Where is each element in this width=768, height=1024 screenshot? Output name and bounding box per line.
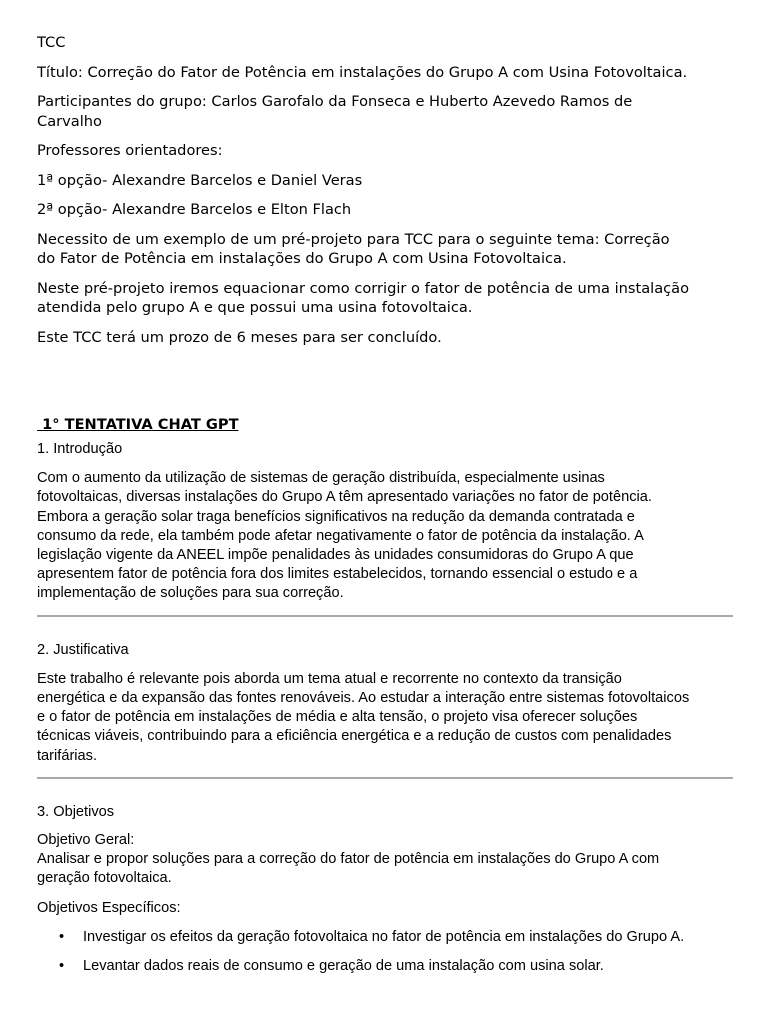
request-line: Necessito de um exemplo de um pré-projeto para TCC para o seguinte tema: Correção [37, 230, 670, 248]
general-objective [37, 831, 733, 889]
advisor-option-1: 1ª opção- Alexandre Barcelos e Daniel Veras [37, 171, 363, 189]
section-title-objectives: 3. Objetivos [37, 803, 115, 820]
text-line: tarifárias. [37, 747, 98, 764]
specific-objectives-label: Objetivos Específicos: [37, 899, 181, 916]
general-objective-label: Objetivo Geral: [37, 832, 135, 849]
text-line: apresentem fator de potência fora dos limites estabelecidos, tornando essencial o estudo e a [37, 566, 638, 583]
text-line: Este trabalho é relevante pois aborda um tema atual e recorrente no contexto da transição [37, 670, 622, 687]
request-line: do Fator de Potência em instalações do Grupo A com Usina Fotovoltaica. [37, 250, 567, 267]
text-line: energética e da expansão das fontes renováveis. Ao estudar a interação entre sistemas fotovoltaicos [37, 690, 690, 707]
pre-project-body [37, 440, 733, 976]
request-paragraph [37, 230, 733, 269]
specific-objectives-list [37, 928, 733, 976]
text-line: geração fotovoltaica. [37, 870, 172, 887]
bullet-icon: • [59, 928, 65, 945]
text-line: técnicas viáveis, contribuindo para a eficiência energética e a redução de custos com penalidades [37, 728, 672, 745]
text-line: legislação vigente da ANEEL impõe penalidades às unidades consumidoras do Grupo A que [37, 547, 634, 564]
document-page [37, 0, 733, 986]
section-title-justification: 2. Justificativa [37, 641, 129, 658]
list-item [37, 928, 733, 947]
advisors-label: Professores orientadores: [37, 142, 223, 159]
text-line: e o fator de potência em instalações de média e alta tensão, o projeto visa oferecer soluções [37, 709, 638, 726]
participants-line: Carvalho [37, 112, 102, 130]
text-line: Embora a geração solar traga benefícios significativos na redução da demanda contratada e [37, 508, 635, 525]
scope-line: atendida pelo grupo A e que possui uma usina fotovoltaica. [37, 299, 473, 316]
introduction-paragraph [37, 469, 733, 603]
tcc-label: TCC [37, 34, 66, 51]
advisor-option-2: 2ª opção- Alexandre Barcelos e Elton Flach [37, 201, 352, 218]
list-item-text: Investigar os efeitos da geração fotovoltaica no fator de potência em instalações do Grupo A. [83, 928, 685, 945]
section-title-introduction: 1. Introdução [37, 441, 123, 457]
scope-line: Neste pré-projeto iremos equacionar como corrigir o fator de potência de uma instalação [37, 279, 690, 297]
section-divider [37, 615, 733, 617]
text-line: implementação de soluções para sua correção. [37, 585, 344, 602]
participants-line: Participantes do grupo: Carlos Garofalo da Fonseca e Huberto Azevedo Ramos de [37, 93, 633, 110]
attempt-heading: 1° TENTATIVA CHAT GPT [37, 416, 239, 433]
text-line: Analisar e propor soluções para a correção do fator de potência em instalações do Grupo A com [37, 851, 660, 868]
participants [37, 92, 733, 131]
deadline-paragraph: Este TCC terá um prozo de 6 meses para ser concluído. [37, 328, 442, 346]
scope-paragraph [37, 279, 733, 318]
bullet-icon: • [59, 958, 65, 975]
list-item [37, 957, 733, 976]
text-line: fotovoltaicas, diversas instalações do Grupo A têm apresentado variações no fator de potência. [37, 489, 652, 506]
text-line: consumo da rede, ela também pode afetar negativamente o fator de potência da instalação. A [37, 527, 644, 544]
justification-paragraph [37, 670, 733, 766]
document-title: Título: Correção do Fator de Potência em instalações do Grupo A com Usina Fotovoltaica. [37, 63, 688, 81]
header-block [37, 33, 733, 347]
section-divider [37, 777, 733, 779]
text-line: Com o aumento da utilização de sistemas de geração distribuída, especialmente usinas [37, 470, 605, 487]
list-item-text: Levantar dados reais de consumo e geração de uma instalação com usina solar. [83, 958, 604, 975]
